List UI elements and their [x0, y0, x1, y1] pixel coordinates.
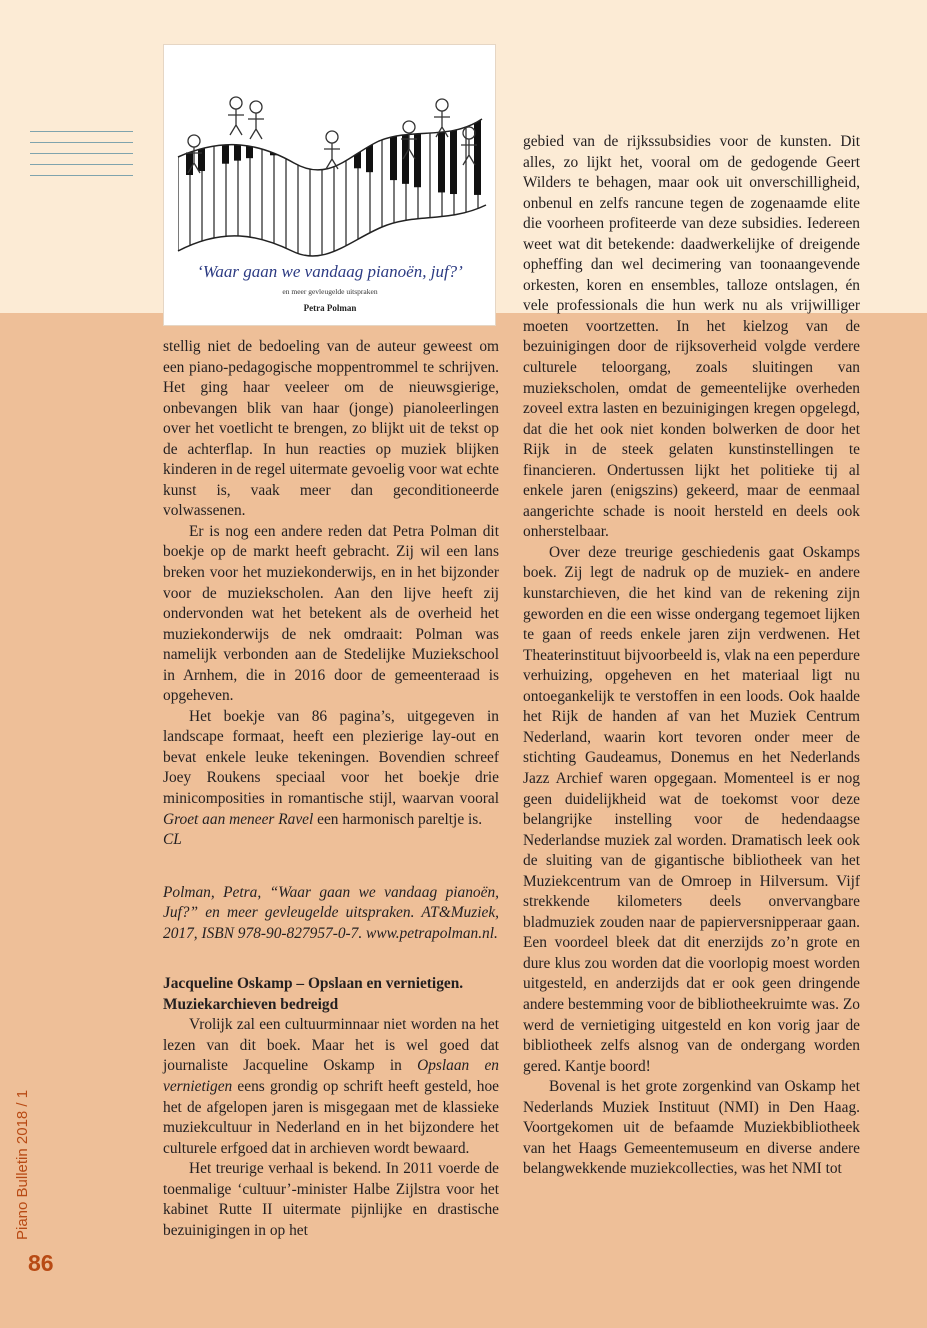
paragraph	[163, 707, 499, 830]
text-run: eens grondig op schrift heeft gesteld, hoe het de afgelopen jaren is misgegaan met de klassieke muziekcultuur in Nederland en in het bijzondere het culturele erfgoed dat in archieven wordt bewaard.	[163, 1077, 499, 1157]
book-reference	[163, 883, 499, 945]
review-heading: Jacqueline Oskamp – Opslaan en vernietigen. Muziekarchieven bedreigd	[163, 975, 464, 1013]
left-column	[163, 337, 499, 1241]
cover-author: Petra Polman	[303, 303, 357, 313]
reference-url: www.petrapolman.nl.	[362, 924, 498, 942]
cover-subtitle: en meer gevleugelde uitspraken	[282, 287, 378, 296]
emphasis-title: Opslaan en vernietigen	[163, 1057, 499, 1095]
paragraph: gebied van de rijkssubsidies voor de kunsten. Dit alles, zo lijkt het, vooral om de gedogende Geert Wilders te behagen, maar ook uit onverschilligheid, onbenul en zelfs rancune tegen de zogenaamde elite die voorheen profiteerde van deze subsidies. Iedereen weet wat dit betekende: daadwerkelijke of dreigende opheffing dan wel decimering van toonaangevende orkesten, koren en ensembles, talloze ontslagen, én vele professionals die hun werk nu als vrijwilliger moeten voortzetten. In het kielzog van de bezuinigingen door de rijksoverheid volgde verdere culturele teloorgang, zoals sluitingen van muziekscholen, omdat de gemeentelijke overheden zoveel extra lasten en bezuinigingen kregen opgelegd, dat die het ook niet konden bolwerken de door het Rijk in de steek gelaten kunstinstellingen te financieren. Ondertussen lijkt het politieke tij al enkele jaren (enigszins) gekeerd, maar de eenmaal aangerichte schade is nooit hersteld en deels ook onherstelbaar.	[523, 133, 860, 541]
right-column	[523, 132, 860, 1180]
author-initials: CL	[163, 831, 182, 849]
publication-label: Piano Bulletin 2018 / 1	[14, 1089, 31, 1240]
reference-text: Polman, Petra, “Waar gaan we vandaag pianoën, Juf?” en meer gevleugelde uitspraken. AT&Muziek, 2017, ISBN 978-90-827957-0-7.	[163, 883, 499, 942]
paragraph: stellig niet de bedoeling van de auteur geweest om een piano-pedagogische moppentrommel te schrijven. Het ging haar veeleer om de nieuwsgierige, onbevangen blik van haar (jonge) pianoleerlingen over het voetlicht te brengen, zo blijkt uit de tekst op de achterflap. In hun reacties op muziek blijken kinderen in de regel uitermate gevoelig voor wat echte kunst is, vaak meer dan geconditioneerde volwassenen.	[163, 338, 499, 520]
cover-title: ‘Waar gaan we vandaag pianoën, juf?’	[197, 262, 463, 281]
page-number: 86	[28, 1250, 54, 1276]
paragraph: Er is nog een andere reden dat Petra Polman dit boekje op de markt heeft gebracht. Zij wil een lans breken voor het muziekonderwijs, en in het bijzonder voor de muziekscholen. Aan den lijve heeft zij ondervonden wat het betekent als de overheid het muziekonderwijs de nek omdraait: Polman was namelijk verbonden aan de Stedelijke Muziekschool in Arnhem, die in 2016 door de gemeenteraad is opgeheven.	[163, 522, 499, 705]
piano-keyboard-illustration	[164, 45, 496, 326]
paragraph: Het treurige verhaal is bekend. In 2011 voerde de toenmalige ‘cultuur’-minister Halbe Zijlstra voor het kabinet Rutte II uitermate pijnlijke en drastische bezuinigingen in op het	[163, 1160, 499, 1239]
paragraph: Over deze treurige geschiedenis gaat Oskamps boek. Zij legt de nadruk op de muziek- en andere kunstarchieven, die het kind van de rekening zijn geworden en die een wisse ondergang tegemoet lijken te gaan of reeds enkele jaren zijn verdwenen. Het Theaterinstituut bijvoorbeeld is, vlak na een peperdure verhuizing, opgeheven en het materiaal ligt nu ontoegankelijk te verstoffen in een loods. Ook haalde het Rijk de handen af van het Muziek Centrum Nederland, waarin kort tevoren onder meer de stichting Gaudeamus, Donemus en het Nederlands Jazz Archief waren opgegaan. Momenteel is er nog geen duidelijkheid wat de toekomst voor deze belangrijke instelling voor de hedendaagse Nederlandse muziek zal worden. Dramatisch leek ook de sluiting van de gigantische bibliotheek van het Muziekcentrum van de Omroep in Hilversum. Vijf strekkende kilometers deels onvervangbare bladmuziek zouden naar de papierversnipperaar gaan. Een voordeel bleek dat dit enerzijds zo’n grote en dure klus zou worden dat die voorlopig moest worden uitgesteld, en anderzijds dat er ook geen dringende andere bestemming voor de bibliotheekruimte was. Zo werd de vernietiging uitgesteld en kon vorig jaar de bibliotheek zelfs alsnog van de ondergang worden gered. Kantje boord!	[523, 543, 860, 1075]
emphasis-title: Groet aan meneer Ravel	[163, 810, 314, 828]
paragraph	[163, 1015, 499, 1159]
text-run: Het boekje van 86 pagina’s, uitgegeven in landscape formaat, heeft een plezierige lay-out en bevat enkele leuke tekeningen. Bovendien schreef Joey Roukens speciaal voor het boekje drie minicomposities in romantische stijl, waarvan vooral	[163, 707, 499, 808]
text-run: Vrolijk zal een cultuurminnaar niet worden na het lezen van dit boek. Maar het is wel goed dat journaliste Jacqueline Oskamp in	[163, 1016, 499, 1075]
book-cover-image	[163, 44, 496, 326]
text-run: een harmonisch pareltje is.	[313, 810, 483, 828]
decorative-rule-lines	[30, 131, 133, 186]
paragraph: Bovenal is het grote zorgenkind van Oskamp het Nederlands Muziek Instituut (NMI) in Den Haag. Voortgekomen uit de befaamde Muziekbibliotheek van het Haags Gemeentemuseum en diverse andere belangwekkende muziekcollecties, was het NMI tot	[523, 1078, 860, 1178]
